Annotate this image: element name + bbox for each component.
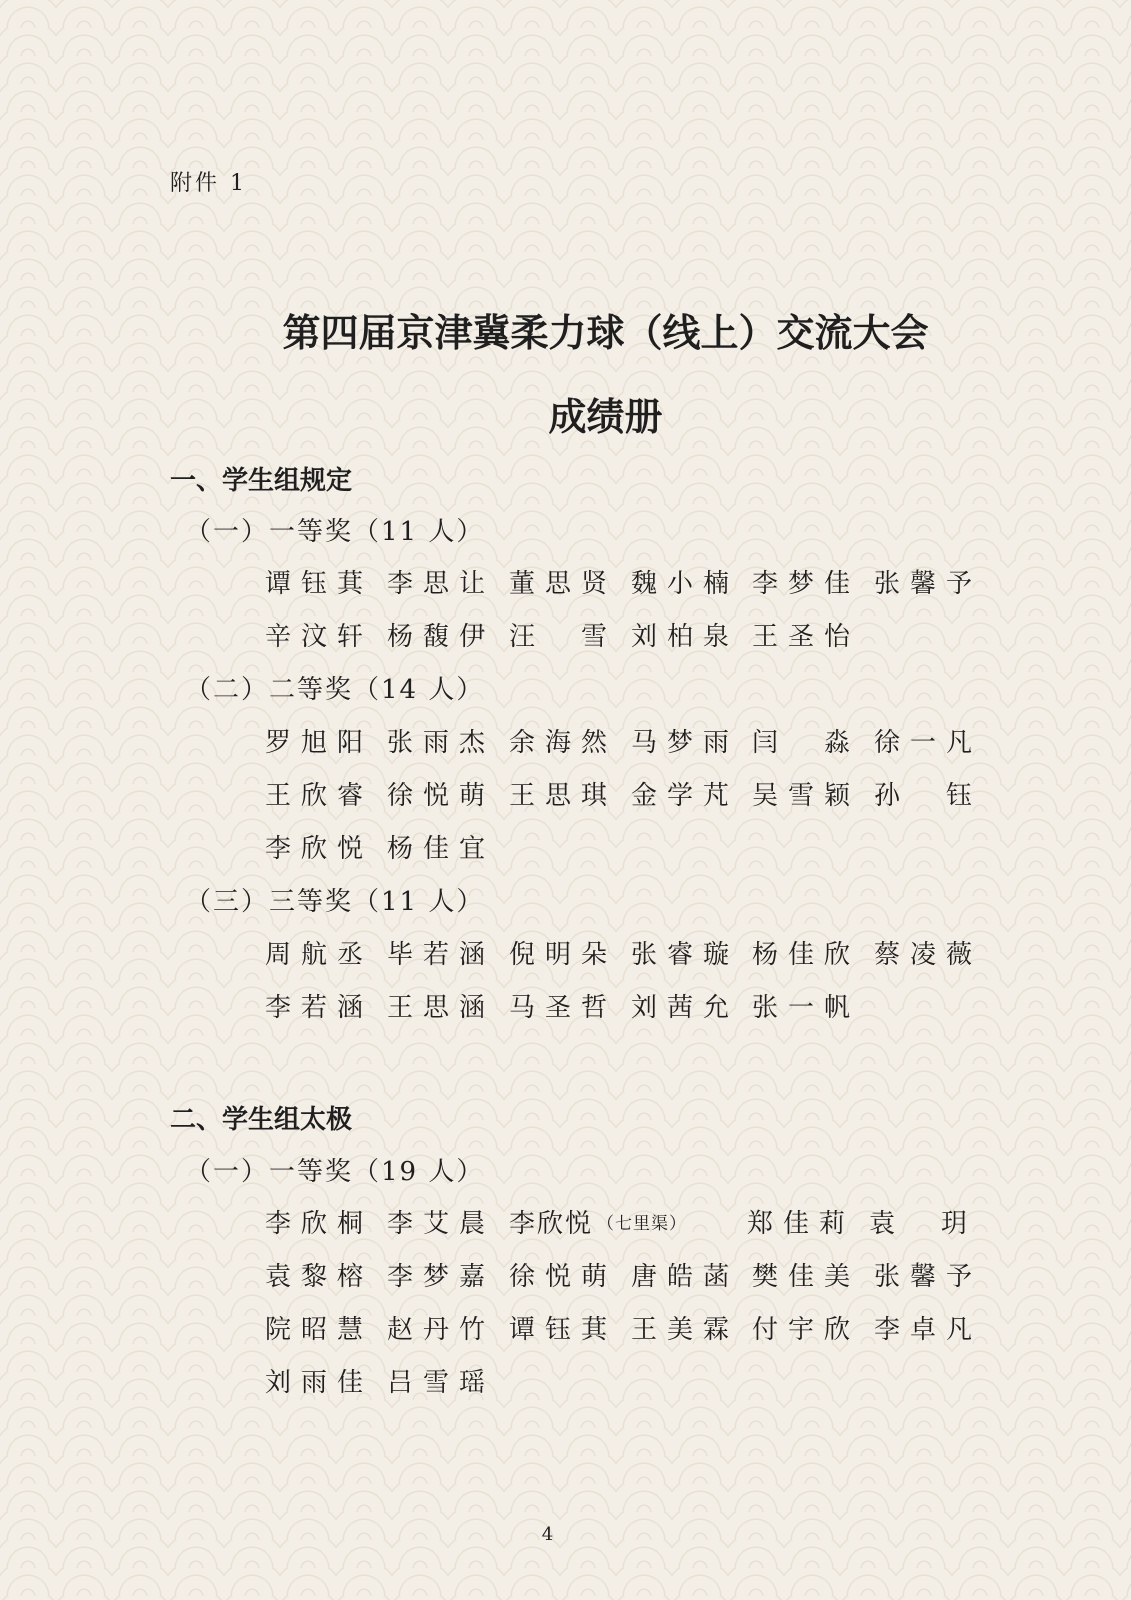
winner-name: 辛汶轩 <box>265 622 365 652</box>
award-label-first: （一）一等奖（19 人） <box>185 1157 485 1187</box>
winner-name: 周航丞 <box>265 940 365 970</box>
winner-name-with-note <box>509 1203 687 1240</box>
winner-name: 孙 钰 <box>874 781 974 811</box>
winner-name: 马圣哲 <box>509 993 609 1023</box>
winner-name: 吴雪颖 <box>752 781 852 811</box>
winner-name: 闫 淼 <box>752 728 852 758</box>
winner-name: 吕雪瑶 <box>387 1368 487 1398</box>
winner-name: 赵丹竹 <box>387 1315 487 1345</box>
document-title: 第四届京津冀柔力球（线上）交流大会 <box>282 311 929 355</box>
winner-name: 张一帆 <box>752 993 852 1023</box>
winner-name: 张雨杰 <box>387 728 487 758</box>
award-label-first: （一）一等奖（11 人） <box>185 517 485 547</box>
winner-name: 张馨予 <box>874 1262 974 1292</box>
winner-name: 唐皓菡 <box>631 1262 731 1292</box>
winner-name: 刘茜允 <box>631 993 731 1023</box>
winner-name: 马梦雨 <box>631 728 731 758</box>
winner-name: 李欣悦 <box>509 1209 594 1239</box>
section-heading-student-standard: 一、学生组规定 <box>170 466 353 496</box>
winner-name: 汪 雪 <box>509 622 609 652</box>
winner-name: 王思涵 <box>387 993 487 1023</box>
winner-name: 王欣睿 <box>265 781 365 811</box>
winner-name: 余海然 <box>509 728 609 758</box>
annex-label: 附件 1 <box>170 171 247 196</box>
winner-name: 袁 玥 <box>869 1209 969 1239</box>
winner-name: 徐一凡 <box>874 728 974 758</box>
winner-name: 徐悦萌 <box>387 781 487 811</box>
winner-name: 罗旭阳 <box>265 728 365 758</box>
winner-name: 魏小楠 <box>631 569 731 599</box>
winner-name: 张馨予 <box>874 569 974 599</box>
page-number: 4 <box>541 1524 554 1545</box>
winner-name: 王美霖 <box>631 1315 731 1345</box>
school-note: （七里渠） <box>597 1214 688 1234</box>
winner-name: 郑佳莉 <box>747 1209 847 1239</box>
winner-name: 杨馥伊 <box>387 622 487 652</box>
winner-name: 李梦佳 <box>752 569 852 599</box>
winner-name: 刘柏泉 <box>631 622 731 652</box>
winner-name: 刘雨佳 <box>265 1368 365 1398</box>
winner-name: 樊佳美 <box>752 1262 852 1292</box>
winner-name: 袁黎榕 <box>265 1262 365 1292</box>
document-subtitle: 成绩册 <box>548 395 663 439</box>
section-heading-student-taiji: 二、学生组太极 <box>170 1105 353 1135</box>
winner-name: 李卓凡 <box>874 1315 974 1345</box>
winner-name: 倪明朵 <box>509 940 609 970</box>
winner-name: 王思琪 <box>509 781 609 811</box>
award-label-third: （三）三等奖（11 人） <box>185 887 485 917</box>
winner-name: 李若涵 <box>265 993 365 1023</box>
winner-name: 杨佳欣 <box>752 940 852 970</box>
winner-name: 院昭慧 <box>265 1315 365 1345</box>
winner-name: 王圣怡 <box>752 622 852 652</box>
winner-name: 李欣桐 <box>265 1209 365 1239</box>
winner-name: 谭钰萁 <box>509 1315 609 1345</box>
winner-name: 谭钰萁 <box>265 569 365 599</box>
winner-name: 李梦嘉 <box>387 1262 487 1292</box>
winner-name: 蔡凌薇 <box>874 940 974 970</box>
winner-name: 金学芃 <box>631 781 731 811</box>
winner-name: 董思贤 <box>509 569 609 599</box>
winner-name: 毕若涵 <box>387 940 487 970</box>
winner-name: 李艾晨 <box>387 1209 487 1239</box>
winner-name: 徐悦萌 <box>509 1262 609 1292</box>
winner-name: 杨佳宜 <box>387 834 487 864</box>
award-label-second: （二）二等奖（14 人） <box>185 675 485 705</box>
winner-name: 张睿璇 <box>631 940 731 970</box>
winner-name: 李思让 <box>387 569 487 599</box>
winner-name: 李欣悦 <box>265 834 365 864</box>
winner-name: 付宇欣 <box>752 1315 852 1345</box>
